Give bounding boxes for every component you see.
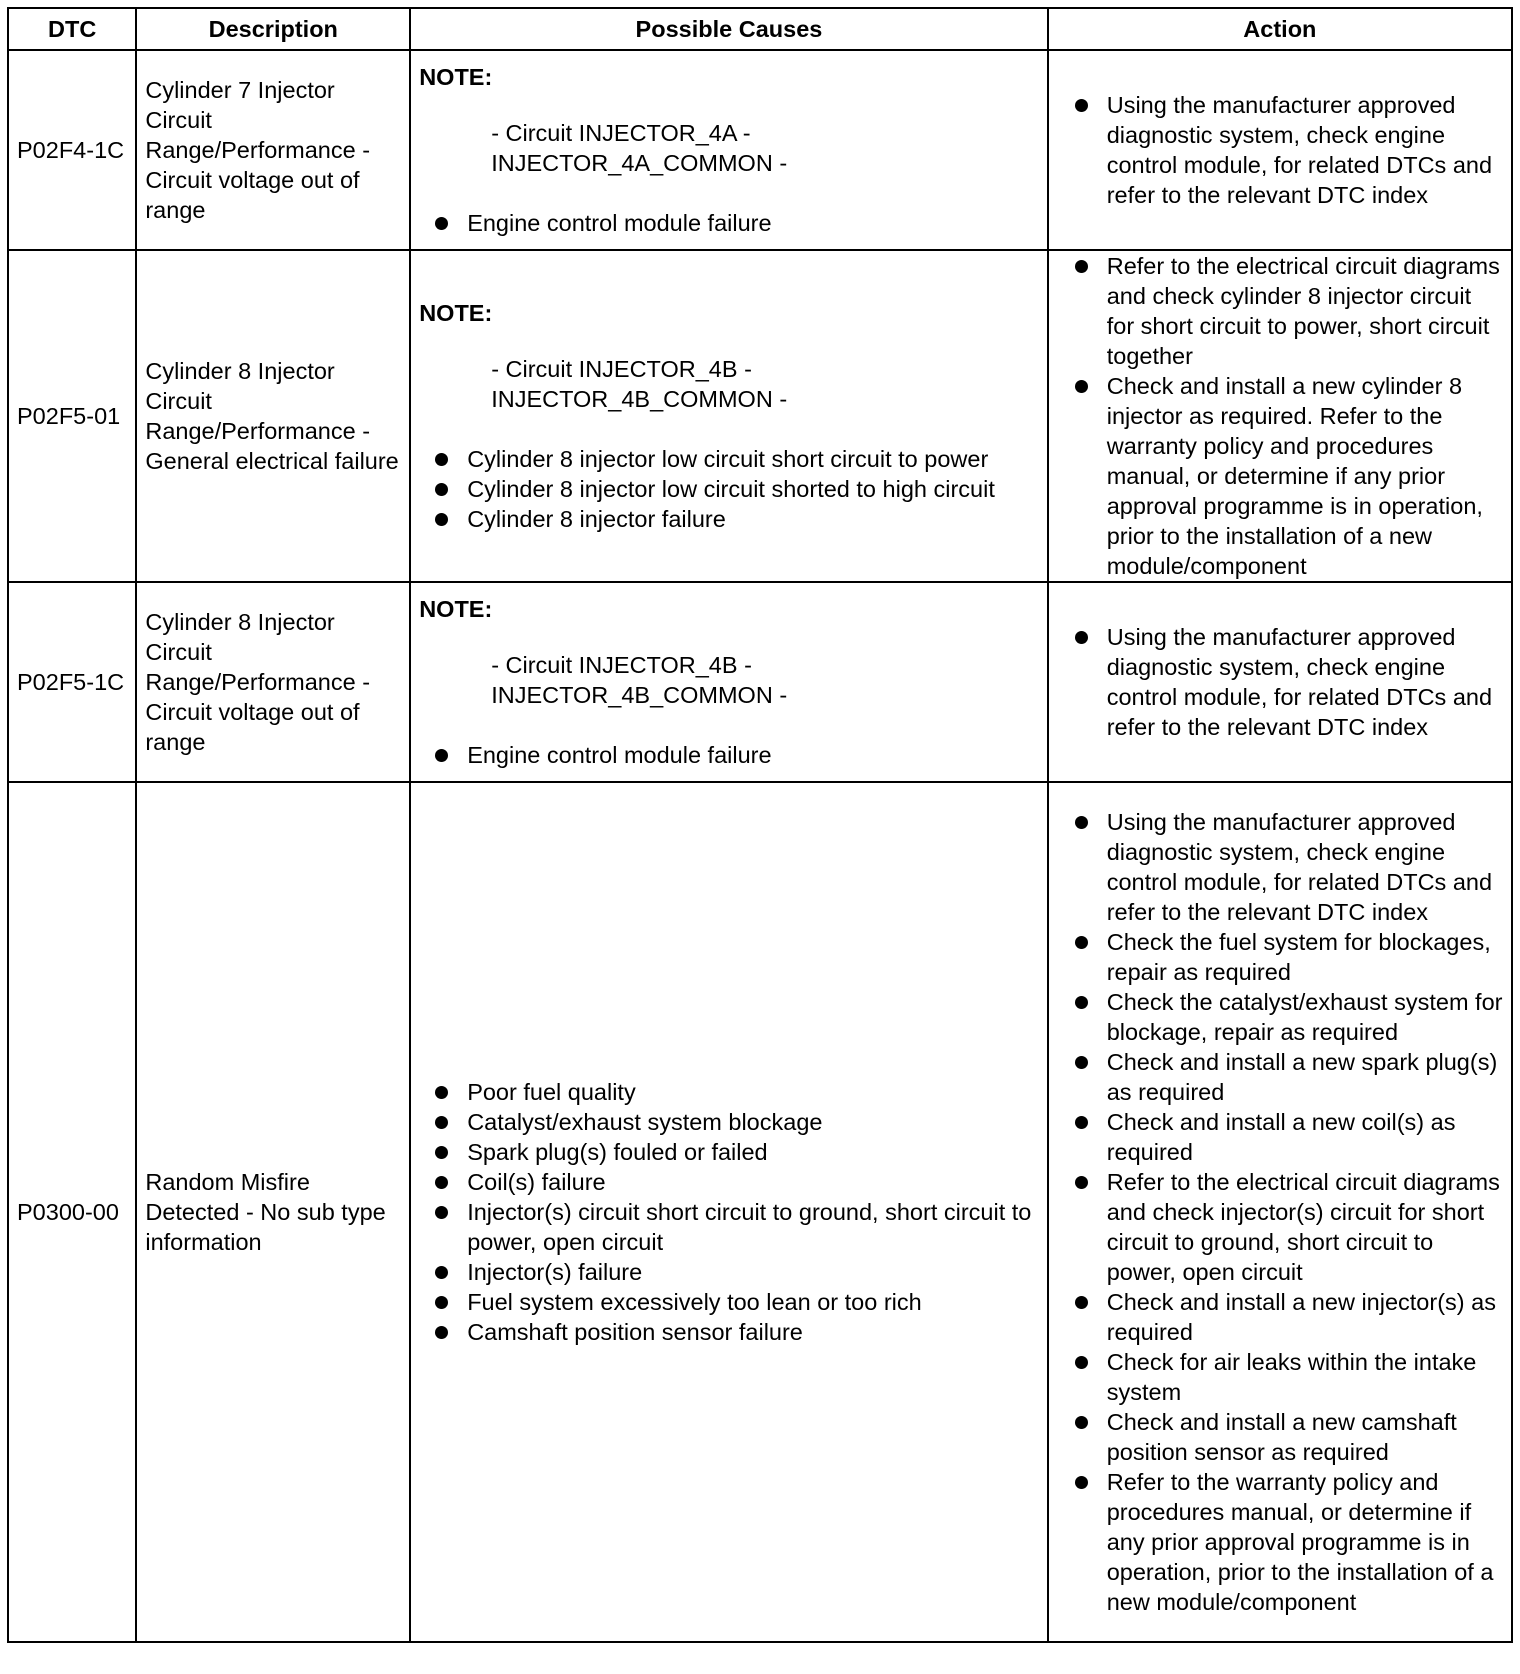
list-item: Check and install a new spark plug(s) as required <box>1057 1047 1503 1107</box>
table-row <box>8 582 1512 782</box>
bullet-icon <box>435 749 448 762</box>
dtc-code: P02F4-1C <box>8 50 136 250</box>
causes-list <box>419 208 1039 238</box>
bullet-icon <box>1075 1476 1088 1489</box>
dtc-code: P02F5-01 <box>8 250 136 582</box>
dtc-description: Cylinder 8 Injector Circuit Range/Performance - General electrical failure <box>136 250 410 582</box>
bullet-icon <box>1075 1296 1088 1309</box>
table-row <box>8 250 1512 582</box>
bullet-icon <box>435 217 448 230</box>
dtc-description: Cylinder 7 Injector Circuit Range/Performance - Circuit voltage out of range <box>136 50 410 250</box>
bullet-icon <box>435 483 448 496</box>
bullet-icon <box>1075 1416 1088 1429</box>
note-label: NOTE: <box>419 596 493 622</box>
list-item: Check and install a new camshaft position sensor as required <box>1057 1407 1503 1467</box>
header-dtc: DTC <box>8 8 136 50</box>
bullet-icon <box>1075 260 1088 273</box>
list-item: Refer to the electrical circuit diagrams and check injector(s) circuit for short circuit to ground, short circuit to power, open circuit <box>1057 1167 1503 1287</box>
list-item: Injector(s) circuit short circuit to ground, short circuit to power, open circuit <box>419 1197 1039 1257</box>
list-item: Engine control module failure <box>419 208 1039 238</box>
action-cell <box>1048 582 1512 782</box>
actions-list <box>1057 251 1503 581</box>
bullet-icon <box>1075 99 1088 112</box>
bullet-icon <box>435 1326 448 1339</box>
list-item: Catalyst/exhaust system blockage <box>419 1107 1039 1137</box>
action-cell <box>1048 250 1512 582</box>
bullet-icon <box>1075 1176 1088 1189</box>
bullet-icon <box>1075 816 1088 829</box>
header-description: Description <box>136 8 410 50</box>
dtc-description: Cylinder 8 Injector Circuit Range/Performance - Circuit voltage out of range <box>136 582 410 782</box>
actions-list <box>1057 807 1503 1617</box>
possible-causes <box>410 782 1048 1642</box>
list-item: Cylinder 8 injector failure <box>419 504 1039 534</box>
dtc-table <box>7 7 1513 1643</box>
bullet-icon <box>435 1296 448 1309</box>
bullet-icon <box>1075 996 1088 1009</box>
bullet-icon <box>435 513 448 526</box>
actions-list <box>1057 90 1503 210</box>
bullet-icon <box>435 1086 448 1099</box>
header-action: Action <box>1048 8 1512 50</box>
action-cell <box>1048 50 1512 250</box>
list-item: Check for air leaks within the intake system <box>1057 1347 1503 1407</box>
list-item: Fuel system excessively too lean or too rich <box>419 1287 1039 1317</box>
list-item: Cylinder 8 injector low circuit short circuit to power <box>419 444 1039 474</box>
list-item: Refer to the electrical circuit diagrams and check cylinder 8 injector circuit for short circuit to power, short circuit together <box>1057 251 1503 371</box>
list-item: Check and install a new cylinder 8 injector as required. Refer to the warranty policy and procedures manual, or determine if any prior approval programme is in operation, prior to the installation of a new module/component <box>1057 371 1503 581</box>
bullet-icon <box>435 1146 448 1159</box>
dtc-code: P02F5-1C <box>8 582 136 782</box>
list-item: Check and install a new coil(s) as required <box>1057 1107 1503 1167</box>
list-item: Engine control module failure <box>419 740 1039 770</box>
note-text: - Circuit INJECTOR_4B - INJECTOR_4B_COMMON - <box>491 652 788 708</box>
list-item: Coil(s) failure <box>419 1167 1039 1197</box>
actions-list <box>1057 622 1503 742</box>
list-item: Spark plug(s) fouled or failed <box>419 1137 1039 1167</box>
table-row <box>8 782 1512 1642</box>
causes-list <box>419 1077 1039 1347</box>
list-item: Check the fuel system for blockages, repair as required <box>1057 927 1503 987</box>
bullet-icon <box>1075 380 1088 393</box>
note-text: - Circuit INJECTOR_4A - INJECTOR_4A_COMMON - <box>491 120 788 176</box>
dtc-description: Random Misfire Detected - No sub type information <box>136 782 410 1642</box>
possible-causes <box>410 582 1048 782</box>
bullet-icon <box>1075 1116 1088 1129</box>
table-row <box>8 50 1512 250</box>
bullet-icon <box>435 453 448 466</box>
bullet-icon <box>1075 631 1088 644</box>
bullet-icon <box>435 1266 448 1279</box>
list-item: Check and install a new injector(s) as required <box>1057 1287 1503 1347</box>
bullet-icon <box>435 1206 448 1219</box>
list-item: Cylinder 8 injector low circuit shorted to high circuit <box>419 474 1039 504</box>
list-item: Camshaft position sensor failure <box>419 1317 1039 1347</box>
possible-causes <box>410 250 1048 582</box>
list-item: Injector(s) failure <box>419 1257 1039 1287</box>
list-item: Check the catalyst/exhaust system for blockage, repair as required <box>1057 987 1503 1047</box>
bullet-icon <box>1075 1356 1088 1369</box>
bullet-icon <box>435 1176 448 1189</box>
causes-list <box>419 444 1039 534</box>
possible-causes <box>410 50 1048 250</box>
note-label: NOTE: <box>419 64 493 90</box>
note-text: - Circuit INJECTOR_4B - INJECTOR_4B_COMMON - <box>491 356 788 412</box>
dtc-code: P0300-00 <box>8 782 136 1642</box>
bullet-icon <box>435 1116 448 1129</box>
header-causes: Possible Causes <box>410 8 1048 50</box>
bullet-icon <box>1075 1056 1088 1069</box>
list-item: Poor fuel quality <box>419 1077 1039 1107</box>
bullet-icon <box>1075 936 1088 949</box>
action-cell <box>1048 782 1512 1642</box>
list-item: Using the manufacturer approved diagnostic system, check engine control module, for related DTCs and refer to the relevant DTC index <box>1057 622 1503 742</box>
list-item: Using the manufacturer approved diagnostic system, check engine control module, for related DTCs and refer to the relevant DTC index <box>1057 807 1503 927</box>
list-item: Using the manufacturer approved diagnostic system, check engine control module, for related DTCs and refer to the relevant DTC index <box>1057 90 1503 210</box>
list-item: Refer to the warranty policy and procedures manual, or determine if any prior approval programme is in operation, prior to the installation of a new module/component <box>1057 1467 1503 1617</box>
note-label: NOTE: <box>419 300 493 326</box>
causes-list <box>419 740 1039 770</box>
header-row <box>8 8 1512 50</box>
